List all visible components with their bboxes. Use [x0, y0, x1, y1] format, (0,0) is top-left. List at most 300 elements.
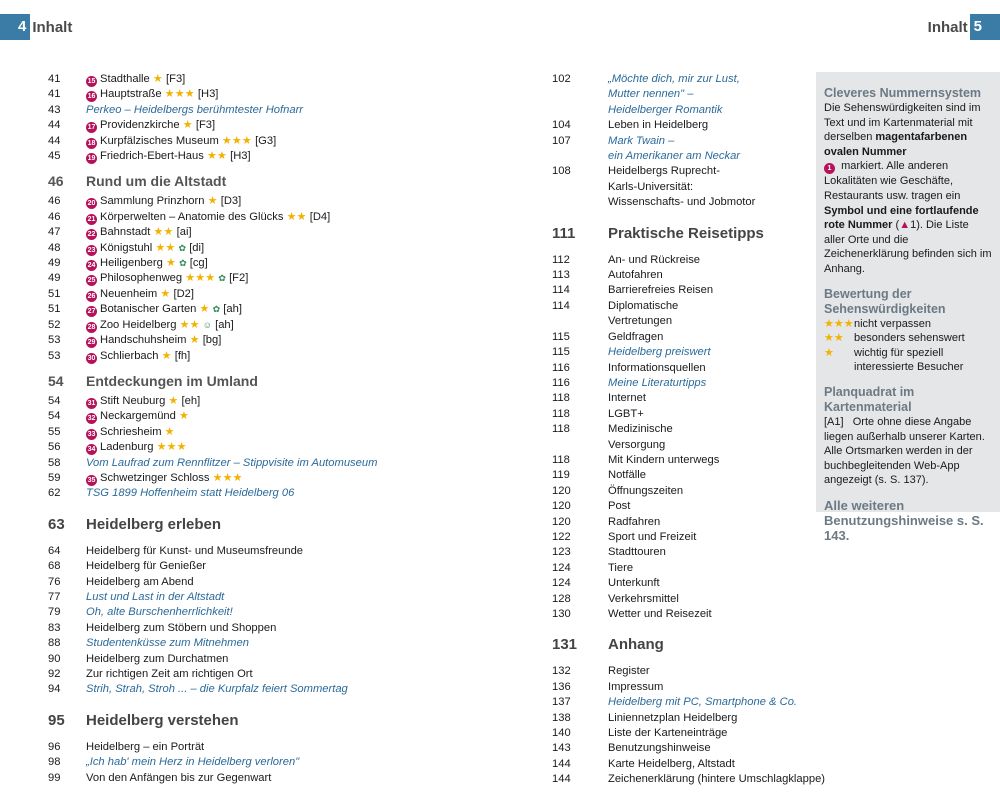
- entry-text: Heidelberg zum Durchatmen: [86, 652, 229, 665]
- entry-text: Heidelbergs Ruprecht-: [608, 165, 720, 178]
- toc-entry: [552, 103, 812, 118]
- toc-entry: [48, 621, 528, 636]
- sight-number-badge: 30: [87, 354, 96, 362]
- toc-entry: [48, 755, 528, 770]
- entry-text: Königstuhl: [100, 241, 153, 254]
- sight-number-badge: 19: [87, 155, 96, 163]
- toc-entry: [552, 253, 812, 268]
- entry-title: [86, 575, 528, 590]
- entry-title: [86, 409, 528, 424]
- rating-stars-icon: ★★: [179, 318, 200, 331]
- toc-entry: [552, 149, 812, 164]
- entry-text: Karls-Universität:: [608, 180, 694, 193]
- page-number: 44: [48, 134, 61, 147]
- entry-title: [86, 621, 528, 636]
- section-heading: 131 Anhang: [552, 636, 664, 654]
- page-number: 118: [552, 423, 570, 436]
- entry-title: [86, 755, 528, 770]
- entry-title: [608, 576, 812, 591]
- entry-text: An- und Rückreise: [608, 253, 701, 266]
- entry-text: „Ich hab' mein Herz in Heidelberg verloren": [86, 756, 300, 769]
- rating-stars-icon: ★★: [286, 210, 307, 223]
- entry-text: Vertretungen: [608, 315, 673, 328]
- page-number: 132: [552, 665, 571, 678]
- entry-text: Strih, Strah, Stroh ... – die Kurpfalz feiert Sommertag: [86, 683, 348, 696]
- rating-stars-icon: ★: [824, 346, 834, 359]
- rating-stars-icon: ★★★: [164, 88, 195, 101]
- toc-entry: [48, 118, 528, 133]
- sidebar-heading: Planquadrat im Kartenmaterial: [824, 384, 915, 414]
- entry-text: Kurpfälzisches Museum: [100, 134, 219, 147]
- entry-title: [86, 740, 528, 755]
- entry-text: Heidelberg mit PC, Smartphone & Co.: [608, 696, 798, 709]
- page-number: 114: [552, 284, 570, 297]
- toc-entry: [552, 453, 812, 468]
- entry-title: [608, 345, 812, 360]
- sight-number-badge: 15: [87, 78, 96, 85]
- page-number: 122: [552, 530, 571, 543]
- entry-text: Heiligenberg: [100, 257, 163, 270]
- page-number: 64: [48, 544, 61, 557]
- rating-stars-icon: ★★★: [185, 272, 216, 285]
- entry-text: Botanischer Garten: [100, 303, 197, 316]
- entry-title: [86, 302, 528, 317]
- entry-text: Notfälle: [608, 469, 646, 482]
- toc-entry: [552, 592, 812, 607]
- page-number: 137: [552, 696, 571, 709]
- toc-entry: [552, 515, 812, 530]
- entry-title: [86, 771, 528, 786]
- toc-entry: [48, 575, 528, 590]
- entry-title: [608, 680, 812, 695]
- entry-title: [608, 757, 812, 772]
- toc-entry: [48, 667, 528, 682]
- sidebar-final-note: Alle weiteren Benutzungshinweise s. S. 143.: [824, 497, 984, 543]
- entry-text: Wetter und Reisezeit: [608, 608, 712, 620]
- entry-title: [86, 149, 528, 164]
- toc-entry: [552, 422, 812, 437]
- page-number: 98: [48, 756, 61, 769]
- toc-entry: [552, 530, 812, 545]
- rating-stars-icon: ★: [189, 334, 200, 347]
- entry-text: Tiere: [608, 561, 634, 574]
- toc-entry: [48, 87, 528, 102]
- page-number: 41: [48, 73, 61, 85]
- entry-text: Lust und Last in der Altstadt: [86, 590, 225, 603]
- entry-text: Von den Anfängen bis zur Gegenwart: [86, 771, 272, 784]
- toc-entry: [48, 318, 528, 333]
- page-number: 79: [48, 606, 61, 619]
- toc-entry: [552, 283, 812, 298]
- toc-entry: [552, 376, 812, 391]
- entry-text: Liniennetzplan Heidelberg: [608, 711, 738, 724]
- grid-reference: [F3]: [166, 73, 186, 85]
- rating-stars-icon: ★: [182, 119, 193, 132]
- sidebar-heading: Bewertung der Sehenswürdigkeiten: [824, 286, 946, 316]
- sight-number-badge: 18: [87, 139, 96, 147]
- page-number: 54: [48, 410, 61, 423]
- entry-text: Wissenschafts- und Jobmotor: [608, 196, 756, 209]
- page-number: 53: [48, 334, 61, 347]
- page-number: 96: [48, 740, 61, 753]
- rating-stars-icon: ★: [199, 303, 210, 316]
- toc-entry: [552, 695, 812, 710]
- sight-number-badge: 33: [87, 430, 96, 438]
- page-number: 56: [48, 441, 61, 454]
- entry-title: [86, 425, 528, 440]
- toc-column-right: [552, 72, 826, 788]
- toc-entry: [552, 484, 812, 499]
- page-number: 138: [552, 711, 571, 724]
- rating-legend-row: [824, 331, 992, 346]
- toc-entry: [48, 72, 528, 87]
- toc-entry: [552, 345, 812, 360]
- entry-title: [608, 330, 812, 345]
- sidebar-heading: Cleveres Nummernsystem: [824, 86, 982, 100]
- toc-entry: [48, 149, 528, 164]
- page-number: [552, 438, 608, 453]
- toc-entry: [552, 711, 812, 726]
- page-number: 54: [48, 394, 61, 407]
- entry-title: [608, 664, 812, 679]
- toc-entry: [552, 134, 812, 149]
- entry-title: [608, 103, 812, 118]
- page-number: 144: [552, 757, 571, 770]
- entry-text: Heidelberg preiswert: [608, 346, 711, 359]
- entry-title: [608, 118, 812, 133]
- page-number: [552, 180, 608, 195]
- entry-text: Heidelberg für Kunst- und Museumsfreunde: [86, 544, 304, 557]
- entry-text: Philosophenweg: [100, 272, 183, 285]
- page-number: 118: [552, 392, 570, 405]
- entry-title: [608, 195, 812, 210]
- entry-title: [86, 652, 528, 667]
- page-number: 51: [48, 287, 61, 300]
- page-number: 58: [48, 456, 61, 469]
- toc-entry: [552, 268, 812, 283]
- toc-entry: [48, 349, 528, 364]
- toc-entry: [552, 438, 812, 453]
- page-number: 48: [48, 241, 61, 254]
- toc-entry: [552, 561, 812, 576]
- page-number: 140: [552, 727, 571, 740]
- rating-stars-icon: ★: [164, 425, 175, 438]
- page-number: [552, 87, 608, 102]
- toc-entry: [552, 576, 812, 591]
- page-number: 88: [48, 637, 61, 650]
- page-number: 128: [552, 592, 571, 605]
- toc-entry: [48, 771, 528, 786]
- toc-entry: [552, 757, 812, 772]
- toc-entry: [48, 394, 528, 409]
- rating-legend-row: [824, 346, 992, 375]
- entry-title: [86, 456, 528, 471]
- grid-reference: [ah]: [223, 303, 242, 316]
- entry-text: Meine Literaturtipps: [608, 376, 707, 389]
- page-number: 62: [48, 487, 61, 500]
- entry-text: Körperwelten – Anatomie des Glücks: [100, 210, 284, 223]
- page-number: 123: [552, 546, 571, 559]
- entry-text: Unterkunft: [608, 577, 660, 590]
- entry-title: [608, 438, 812, 453]
- rating-stars-icon: ★: [161, 349, 172, 362]
- toc-entry: [552, 499, 812, 514]
- sight-number-badge: 32: [87, 415, 96, 423]
- sidebar-text: Die Sehenswürdigkeiten sind im Text und im Kartenmaterial mit derselben magentafarbenen ovalen Nummer 1 markiert. Alle anderen Lokalitäten wie Geschäfte, Restaurants usw. tragen ein Symbol und eine fortlaufende rote Nummer (▲1). Die Liste aller Orte und die Zeichenerklärung befinden sich im Anhang.: [824, 102, 992, 275]
- toc-entry: [552, 180, 812, 195]
- sight-number-badge: 23: [87, 246, 96, 254]
- rating-stars-icon: ★: [165, 257, 176, 270]
- page-number: 47: [48, 226, 61, 239]
- entry-title: [86, 471, 528, 486]
- page-number: 115: [552, 346, 570, 359]
- entry-text: Oh, alte Burschenherrlichkeit!: [86, 606, 233, 619]
- page-number: 59: [48, 471, 61, 484]
- entry-text: TSG 1899 Hoffenheim statt Heidelberg 06: [86, 487, 295, 500]
- toc-entry: [552, 726, 812, 741]
- grid-reference: [bg]: [202, 334, 222, 347]
- entry-title: [86, 605, 528, 620]
- toc-entry: [48, 636, 528, 651]
- entry-text: Providenzkirche: [100, 119, 180, 132]
- page-number: 68: [48, 560, 61, 573]
- page-number: 112: [552, 253, 570, 266]
- sight-number-badge: 31: [87, 399, 96, 407]
- entry-title: [608, 283, 812, 298]
- toc-entry: [552, 118, 812, 133]
- rating-stars-icon: ★★★: [212, 471, 243, 484]
- entry-text: Zoo Heidelberg: [100, 318, 177, 331]
- toc-entry: [552, 195, 812, 210]
- toc-entry: [552, 299, 812, 314]
- rating-stars-icon: ★★★: [221, 134, 252, 147]
- entry-text: Post: [608, 500, 631, 513]
- entry-title: [86, 225, 528, 240]
- toc-entry: [48, 103, 528, 118]
- sight-number-badge: 27: [87, 308, 96, 316]
- page-number: 46: [48, 210, 61, 223]
- toc-entry: [48, 333, 528, 348]
- entry-text: Zur richtigen Zeit am richtigen Ort: [86, 668, 253, 680]
- rating-description: nicht verpassen: [854, 317, 932, 330]
- page-number: 124: [552, 561, 571, 574]
- toc-entry: [48, 440, 528, 455]
- entry-text: Neckargemünd: [100, 410, 176, 423]
- section-heading: 63 Heidelberg erleben: [48, 515, 222, 533]
- page-number: 124: [552, 577, 571, 590]
- page-number: 107: [552, 134, 571, 147]
- page-number: 83: [48, 621, 61, 634]
- page-number: 41: [48, 88, 61, 101]
- toc-entry: [48, 409, 528, 424]
- entry-text: Schriesheim: [100, 425, 162, 438]
- grid-reference: [ai]: [176, 226, 192, 239]
- page-number-left: 4: [0, 14, 30, 40]
- toc-entry: [552, 87, 812, 102]
- toc-entry: [48, 287, 528, 302]
- page-number: 118: [552, 453, 570, 466]
- entry-title: [608, 407, 812, 422]
- sight-number-badge: 35: [87, 476, 96, 484]
- entry-title: [608, 741, 812, 756]
- entry-text: Geldfragen: [608, 330, 664, 343]
- info-sidebar: [816, 72, 1000, 543]
- toc-entry: [48, 256, 528, 271]
- rating-stars-icon: ★★: [824, 332, 844, 345]
- entry-title: [86, 544, 528, 559]
- category-icon: ✿: [179, 258, 187, 269]
- entry-title: [86, 394, 528, 409]
- entry-title: [608, 134, 812, 149]
- grid-reference: [D4]: [309, 210, 331, 223]
- entry-text: Radfahren: [608, 515, 661, 528]
- entry-title: [86, 118, 528, 133]
- page-number: 77: [48, 590, 61, 603]
- toc-entry: [48, 271, 528, 286]
- number-badge-icon: 1: [824, 163, 835, 174]
- sight-number-badge: 17: [87, 124, 96, 132]
- toc-entry: [552, 72, 812, 87]
- entry-title: [608, 391, 812, 406]
- entry-title: [86, 256, 528, 271]
- category-icon: ☺: [202, 319, 212, 330]
- entry-text: Leben in Heidelberg: [608, 119, 709, 132]
- grid-reference: [D3]: [220, 195, 242, 208]
- entry-title: [608, 561, 812, 576]
- page-number: 52: [48, 318, 61, 331]
- header-title-left: Inhalt: [32, 18, 73, 36]
- entry-text: Liste der Karteneinträge: [608, 727, 728, 740]
- entry-title: [608, 361, 812, 376]
- entry-title: [608, 499, 812, 514]
- grid-reference: [eh]: [181, 394, 201, 407]
- entry-title: [608, 607, 812, 622]
- entry-text: Barrierefreies Reisen: [608, 284, 714, 297]
- entry-title: [86, 682, 528, 697]
- page-number: [552, 103, 608, 118]
- sight-number-badge: 20: [87, 200, 96, 208]
- lock-icon: ▲: [899, 219, 911, 232]
- page-number: 43: [48, 103, 61, 116]
- entry-text: Friedrich-Ebert-Haus: [100, 150, 204, 163]
- page-number: 92: [48, 668, 61, 680]
- page-number: 120: [552, 500, 571, 513]
- page-number: [552, 149, 608, 164]
- entry-title: [86, 440, 528, 455]
- toc-entry: [552, 468, 812, 483]
- entry-text: Öffnungszeiten: [608, 484, 684, 497]
- toc-entry: [552, 741, 812, 756]
- entry-text: „Möchte dich, mir zur Lust,: [608, 73, 740, 85]
- entry-text: Verkehrsmittel: [608, 592, 679, 605]
- entry-text: Heidelberg für Genießer: [86, 560, 207, 573]
- grid-reference: [H3]: [197, 88, 219, 101]
- toc-entry: [48, 134, 528, 149]
- toc-entry: [552, 361, 812, 376]
- sidebar-text: [A1] Orte ohne diese Angabe liegen außerhalb unserer Karten. Alle Ortsmarken werden in der buchbegleitenden Web-App angezeigt (s. S. 137).: [824, 415, 985, 487]
- grid-reference: [F3]: [195, 119, 216, 132]
- page-number: 143: [552, 742, 571, 755]
- toc-entry: [552, 772, 826, 787]
- section-heading: 46 Rund um die Altstadt: [48, 173, 227, 190]
- entry-title: [86, 103, 528, 118]
- rating-description: besonders sehenswert: [854, 332, 965, 345]
- page-number: 120: [552, 515, 571, 528]
- entry-text: Diplomatische: [608, 299, 679, 312]
- toc-entry: [48, 590, 528, 605]
- page-number: 116: [552, 376, 570, 389]
- entry-title: [608, 149, 812, 164]
- entry-title: [608, 268, 812, 283]
- entry-title: [86, 287, 528, 302]
- entry-text: LGBT+: [608, 407, 644, 420]
- entry-title: [86, 72, 528, 87]
- page-number-right: 5: [970, 14, 1000, 40]
- rating-stars-icon: ★: [160, 287, 171, 300]
- toc-entry: [48, 544, 528, 559]
- entry-title: [86, 210, 528, 225]
- entry-text: Heidelberg am Abend: [86, 575, 194, 588]
- page-number: 108: [552, 165, 571, 178]
- toc-column-left: [48, 72, 528, 786]
- entry-text: Informationsquellen: [608, 361, 706, 374]
- page-number: 113: [552, 269, 570, 282]
- entry-text: ein Amerikaner am Neckar: [608, 150, 741, 163]
- entry-title: [608, 87, 812, 102]
- entry-title: [608, 299, 812, 314]
- sight-number-badge: 28: [87, 323, 96, 331]
- entry-text: Sammlung Prinzhorn: [100, 195, 205, 208]
- entry-text: Karte Heidelberg, Altstadt: [608, 757, 735, 770]
- entry-text: Stadttouren: [608, 546, 666, 559]
- page-number: 144: [552, 773, 571, 786]
- rating-stars-icon: ★★★: [156, 441, 187, 454]
- entry-title: [608, 530, 812, 545]
- page-number: 102: [552, 73, 571, 85]
- entry-text: Mark Twain –: [608, 134, 675, 147]
- entry-title: [86, 559, 528, 574]
- entry-title: [86, 241, 528, 256]
- sight-number-badge: 25: [87, 277, 96, 285]
- entry-text: Perkeo – Heidelbergs berühmtester Hofnarr: [86, 103, 304, 116]
- rating-description: wichtig für speziell interessierte Besucher: [854, 346, 964, 374]
- sight-number-badge: 24: [87, 262, 96, 270]
- toc-entry: [552, 664, 812, 679]
- rating-legend-row: [824, 317, 992, 332]
- page-number: 115: [552, 330, 570, 343]
- entry-text: Schlierbach: [100, 349, 159, 362]
- toc-entry: [48, 425, 528, 440]
- entry-title: [608, 695, 812, 710]
- toc-entry: [48, 559, 528, 574]
- entry-title: [608, 164, 812, 179]
- header-left: [0, 14, 72, 40]
- sight-number-badge: 16: [87, 93, 96, 101]
- rating-stars-icon: ★★: [155, 241, 176, 254]
- entry-text: Sport und Freizeit: [608, 530, 697, 543]
- page-number: 76: [48, 575, 61, 588]
- grid-reference: [fh]: [174, 349, 191, 362]
- toc-entry: [48, 652, 528, 667]
- toc-entry: [552, 407, 812, 422]
- entry-title: [608, 592, 812, 607]
- rating-stars-icon: ★★: [206, 150, 227, 163]
- entry-text: Versorgung: [608, 438, 666, 451]
- sight-number-badge: 22: [87, 231, 96, 239]
- toc-entry: [48, 241, 528, 256]
- page-number: 119: [552, 469, 570, 482]
- toc-entry: [552, 391, 812, 406]
